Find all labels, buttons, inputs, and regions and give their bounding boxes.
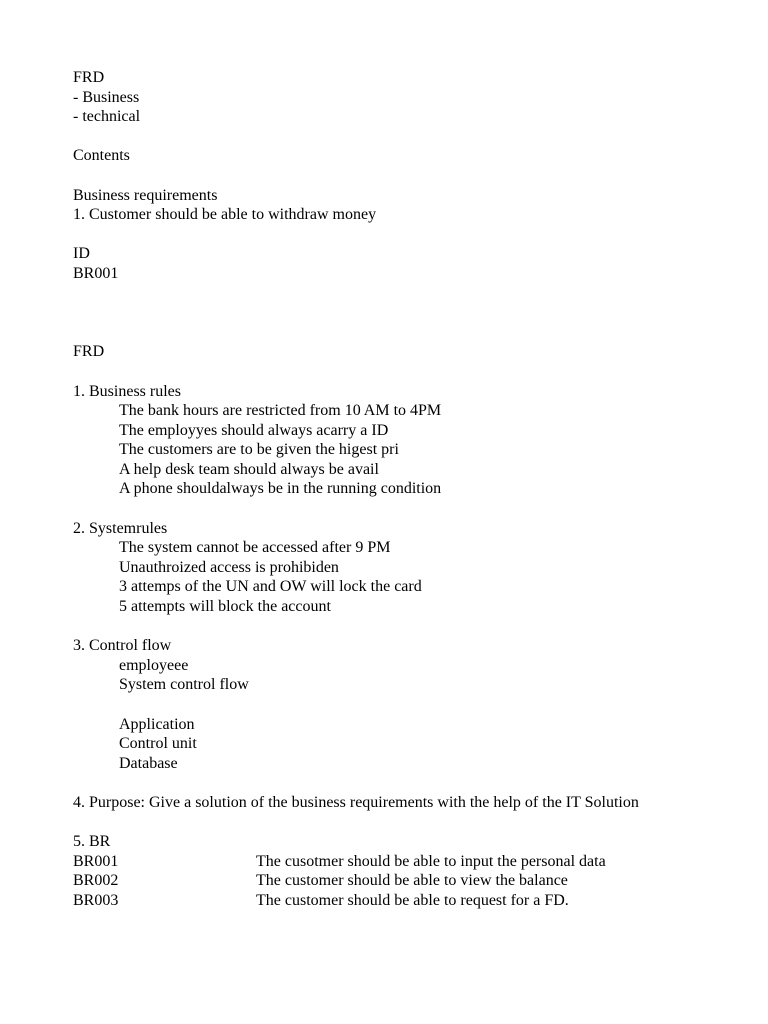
br-id: BR001 — [73, 852, 119, 870]
control-flow-item: System control flow — [119, 676, 249, 694]
header-item-business: - Business — [73, 88, 140, 106]
business-requirements-heading: Business requirements — [73, 186, 218, 204]
business-rule-item: A phone shouldalways be in the running condition — [119, 480, 442, 498]
header-item-technical: - technical — [73, 108, 141, 126]
business-rules-heading: 1. Business rules — [73, 382, 181, 400]
doc-title: FRD — [73, 69, 105, 86]
system-rule-item: The system cannot be accessed after 9 PM — [119, 539, 391, 557]
business-rule-item: The employyes should always acarry a ID — [119, 421, 389, 439]
frd-heading: FRD — [73, 343, 105, 361]
system-rules-heading: 2. Systemrules — [73, 519, 168, 537]
control-flow-component: Control unit — [119, 735, 197, 753]
business-rule-item: The bank hours are restricted from 10 AM to 4PM — [119, 402, 442, 420]
br-description: The customer should be able to view the balance — [256, 872, 568, 890]
system-rule-item: 5 attempts will block the account — [119, 598, 331, 616]
control-flow-component: Database — [119, 754, 178, 772]
br-description: The cusotmer should be able to input the personal data — [256, 852, 606, 870]
br-row — [73, 852, 703, 872]
purpose-paragraph: 4. Purpose: Give a solution of the business requirements with the help of the IT Solution — [73, 793, 639, 811]
contents-label: Contents — [73, 147, 130, 165]
br-row — [73, 871, 703, 891]
document-page — [73, 68, 703, 911]
system-rule-item: 3 attemps of the UN and OW will lock the card — [119, 578, 422, 596]
br-description: The customer should be able to request for a FD. — [256, 891, 569, 909]
business-rule-item: A help desk team should always be avail — [119, 460, 379, 478]
control-flow-heading: 3. Control flow — [73, 637, 172, 655]
br-id: BR002 — [73, 872, 119, 890]
id-value: BR001 — [73, 264, 119, 282]
br-heading: 5. BR — [73, 833, 111, 851]
br-id: BR003 — [73, 891, 119, 909]
br-row — [73, 891, 703, 911]
id-label: ID — [73, 245, 90, 263]
control-flow-item: employeee — [119, 656, 189, 674]
business-requirement-item: 1. Customer should be able to withdraw money — [73, 206, 377, 224]
control-flow-component: Application — [119, 715, 195, 733]
system-rule-item: Unauthroized access is prohibiden — [119, 558, 339, 576]
business-rule-item: The customers are to be given the higest pri — [119, 441, 399, 459]
